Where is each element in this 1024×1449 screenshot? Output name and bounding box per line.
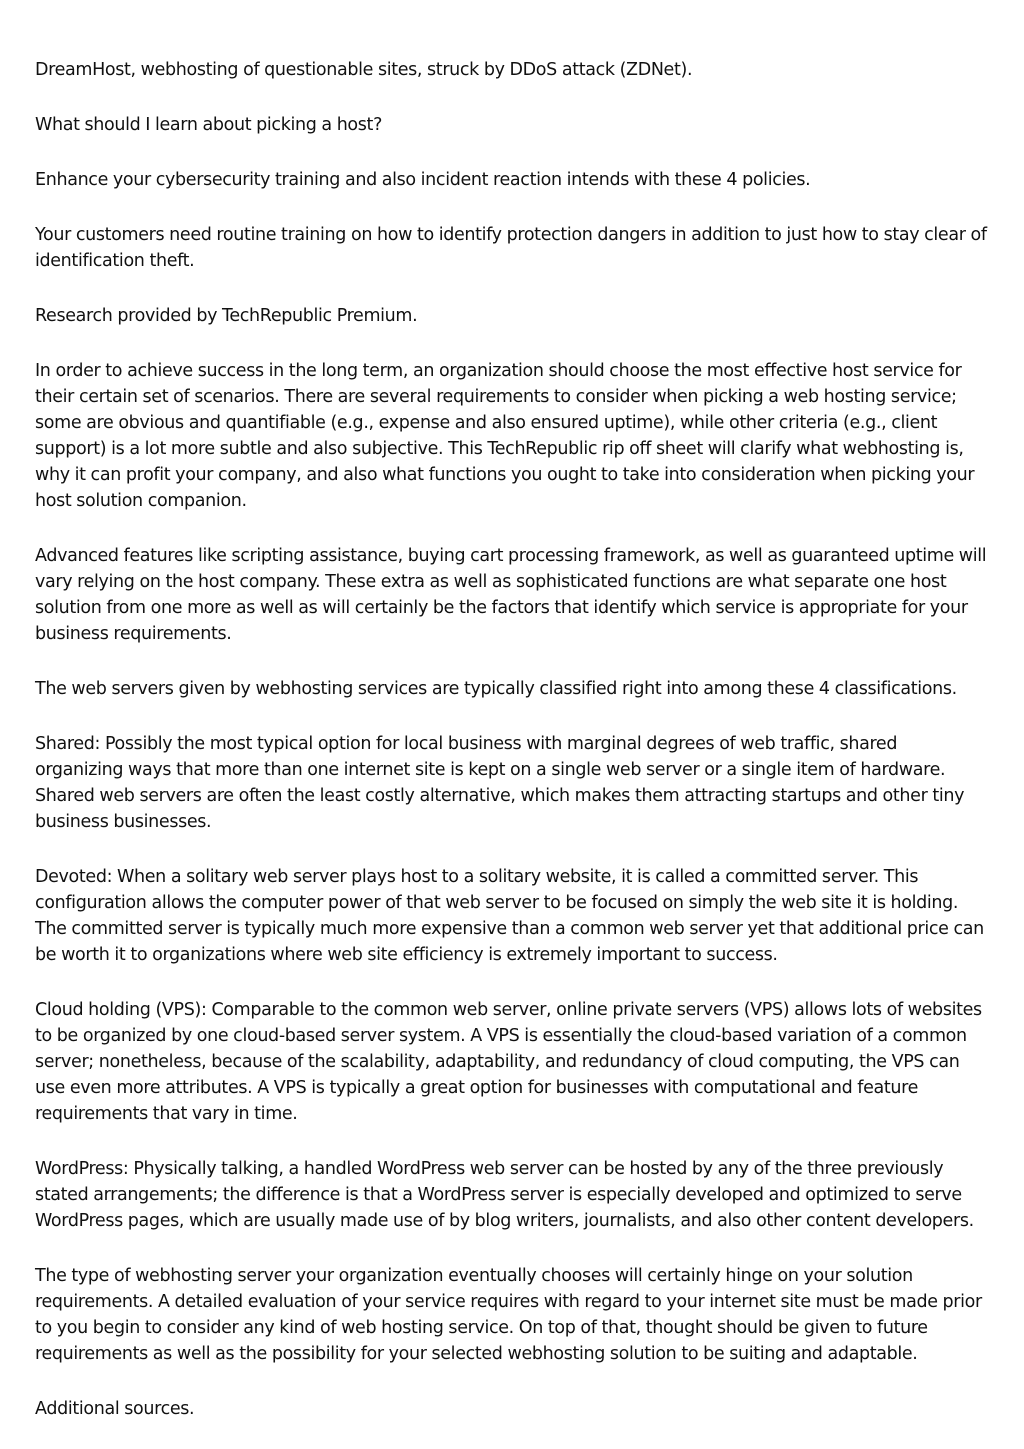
paragraph-server-classifications: The web servers given by webhosting services are typically classified right into among these 4 classifications. <box>35 679 957 699</box>
paragraph-research-credit: Research provided by TechRepublic Premium. <box>35 306 418 326</box>
paragraph-choosing-server-type: The type of webhosting server your organization eventually chooses will certainly hinge on your solution requirements. A detailed evaluation of your service requires with regard to your internet site must be made prior to you begin to consider any kind of web hosting service. On top of that, thought should be given to future requirements as well as the possibility for your selected webhosting solution to be suiting and adaptable. <box>35 1266 982 1364</box>
paragraph-cybersecurity-training: Enhance your cybersecurity training and also incident reaction intends with these 4 policies. <box>35 170 811 190</box>
paragraph-choosing-host-intro: In order to achieve success in the long term, an organization should choose the most effective host service for their certain set of scenarios. There are several requirements to consider when picking a web hosting service; some are obvious and quantifiable (e.g., expense and also ensured uptime), while other criteria (e.g., client support) is a lot more subtle and also subjective. This TechRepublic rip off sheet will clarify what webhosting is, why it can profit your company, and also what functions you ought to take into consideration when picking your host solution companion. <box>35 361 975 511</box>
paragraph-advanced-features: Advanced features like scripting assistance, buying cart processing framework, as well as guaranteed uptime will vary relying on the host company. These extra as well as sophisticated functions are what separate one host solution from one more as well as will certainly be the factors that identify which service is appropriate for your business requirements. <box>35 546 987 644</box>
paragraph-additional-sources: Additional sources. <box>35 1399 195 1419</box>
paragraph-shared-hosting: Shared: Possibly the most typical option for local business with marginal degrees of web traffic, shared organizing ways that more than one internet site is kept on a single web server or a single item of hardware. Shared web servers are often the least costly alternative, which makes them attracting startups and other tiny business businesses. <box>35 734 965 832</box>
paragraph-wordpress-hosting: WordPress: Physically talking, a handled WordPress web server can be hosted by any of the three previously stated arrangements; the difference is that a WordPress server is especially developed and optimized to serve WordPress pages, which are usually made use of by blog writers, journalists, and also other content developers. <box>35 1159 974 1231</box>
paragraph-customer-training: Your customers need routine training on how to identify protection dangers in addition to just how to stay clear of identification theft. <box>35 225 987 271</box>
paragraph-picking-host-question: What should I learn about picking a host? <box>35 115 383 135</box>
paragraph-dedicated-hosting: Devoted: When a solitary web server plays host to a solitary website, it is called a committed server. This configuration allows the computer power of that web server to be focused on simply the web site it is holding. The committed server is typically much more expensive than a common web server yet that additional price can be worth it to organizations where web site efficiency is extremely important to success. <box>35 867 984 965</box>
paragraph-ddos-headline: DreamHost, webhosting of questionable sites, struck by DDoS attack (ZDNet). <box>35 60 693 80</box>
paragraph-cloud-vps-hosting: Cloud holding (VPS): Comparable to the common web server, online private servers (VPS) allows lots of websites to be organized by one cloud-based server system. A VPS is essentially the cloud-based variation of a common server; nonetheless, because of the scalability, adaptability, and redundancy of cloud computing, the VPS can use even more attributes. A VPS is typically a great option for businesses with computational and feature requirements that vary in time. <box>35 1000 982 1124</box>
